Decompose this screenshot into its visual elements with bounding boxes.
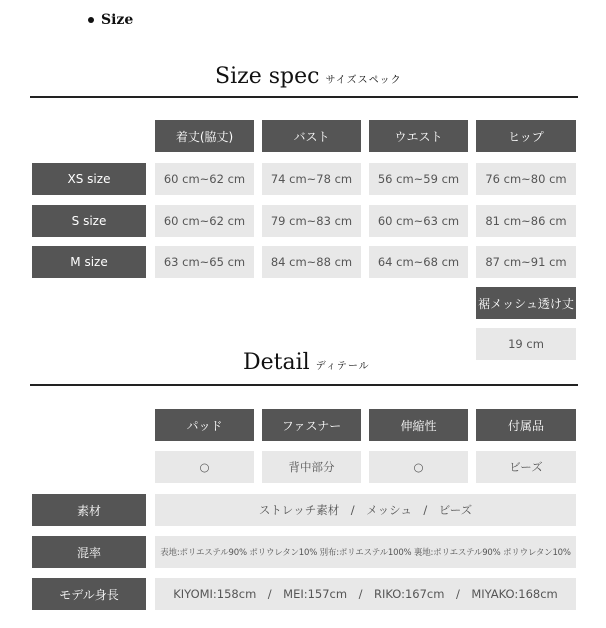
detail-value: ○: [369, 451, 468, 483]
detail-row-label: 混率: [32, 536, 146, 568]
bullet-icon: [88, 17, 94, 23]
size-col-header: ウエスト: [369, 120, 468, 152]
size-spec-subtitle: サイズスペック: [325, 75, 402, 86]
mesh-length-header: 裾メッシュ透け丈: [476, 287, 576, 319]
size-spec-title-text: Size spec: [215, 64, 320, 89]
size-cell: 60 cm~62 cm: [155, 205, 254, 237]
size-section-label: Size: [101, 12, 134, 28]
size-cell: 87 cm~91 cm: [476, 246, 576, 278]
detail-value: ○: [155, 451, 254, 483]
detail-value: 背中部分: [262, 451, 361, 483]
size-row-label: S size: [32, 205, 146, 237]
size-cell: 60 cm~63 cm: [369, 205, 468, 237]
model-height-value: KIYOMI:158cm / MEI:157cm / RIKO:167cm / MIYAKO:168cm: [155, 578, 576, 610]
size-cell: 76 cm~80 cm: [476, 163, 576, 195]
size-section-heading: [88, 12, 133, 28]
material-value: ストレッチ素材 / メッシュ / ビーズ: [155, 494, 576, 526]
detail-subtitle: ディテール: [315, 361, 370, 372]
size-spec-divider: [30, 96, 578, 98]
detail-col-header: ファスナー: [262, 409, 361, 441]
detail-col-header: 付属品: [476, 409, 576, 441]
detail-title: [243, 350, 370, 375]
detail-title-text: Detail: [243, 350, 310, 375]
detail-row-label: モデル身長: [32, 578, 146, 610]
composition-value: 表地:ポリエステル90% ポリウレタン10% 別布:ポリエステル100% 裏地:ポリエステル90% ポリウレタン10%: [155, 536, 576, 568]
detail-value: ビーズ: [476, 451, 576, 483]
detail-col-header: パッド: [155, 409, 254, 441]
detail-row-label: 素材: [32, 494, 146, 526]
size-col-header: ヒップ: [476, 120, 576, 152]
size-spec-title: [215, 64, 402, 89]
size-row-label: XS size: [32, 163, 146, 195]
size-col-header: バスト: [262, 120, 361, 152]
size-row-label: M size: [32, 246, 146, 278]
detail-col-header: 伸縮性: [369, 409, 468, 441]
size-cell: 84 cm~88 cm: [262, 246, 361, 278]
size-cell: 64 cm~68 cm: [369, 246, 468, 278]
detail-divider: [30, 384, 578, 386]
size-cell: 79 cm~83 cm: [262, 205, 361, 237]
size-cell: 63 cm~65 cm: [155, 246, 254, 278]
size-col-header: 着丈(脇丈): [155, 120, 254, 152]
size-cell: 74 cm~78 cm: [262, 163, 361, 195]
size-cell: 81 cm~86 cm: [476, 205, 576, 237]
size-cell: 56 cm~59 cm: [369, 163, 468, 195]
size-cell: 60 cm~62 cm: [155, 163, 254, 195]
mesh-length-value: 19 cm: [476, 328, 576, 360]
